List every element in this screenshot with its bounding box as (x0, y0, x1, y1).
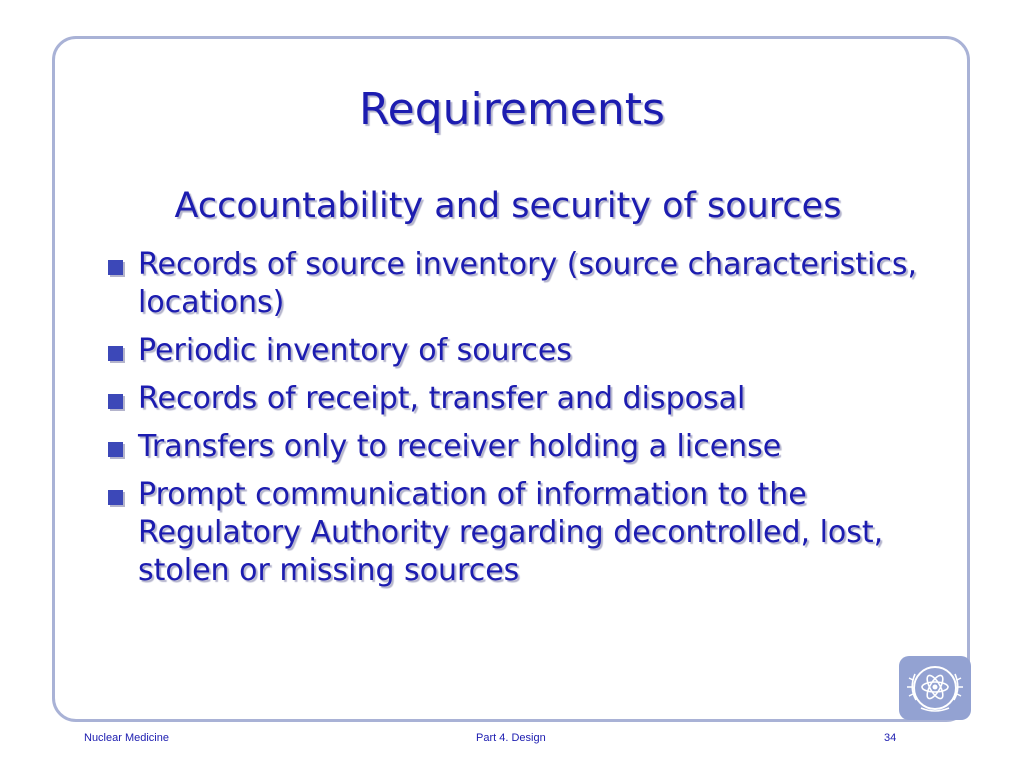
bullet-item (104, 332, 924, 370)
atom-laurel-emblem-icon (899, 656, 971, 720)
bullet-square-icon (108, 346, 123, 361)
bullet-list (104, 246, 924, 600)
bullet-text: Records of receipt, transfer and disposal (138, 381, 746, 416)
bullet-square-icon (108, 442, 123, 457)
footer-course-label: Nuclear Medicine (84, 732, 169, 744)
bullet-square-icon (108, 490, 123, 505)
bullet-text: Records of source inventory (source characteristics, locations) (138, 247, 917, 320)
footer-page-number: 34 (884, 732, 897, 744)
bullet-text: Transfers only to receiver holding a license (138, 429, 782, 464)
bullet-square-icon (108, 260, 123, 275)
bullet-item (104, 246, 924, 322)
bullet-item (104, 380, 924, 418)
bullet-text: Periodic inventory of sources (138, 333, 572, 368)
footer-section-label: Part 4. Design (476, 732, 546, 744)
bullet-square-icon (108, 394, 123, 409)
slide-subtitle: Accountability and security of sources (174, 186, 842, 226)
bullet-item (104, 476, 924, 590)
slide-title: Requirements (359, 84, 665, 135)
bullet-text: Prompt communication of information to the Regulatory Authority regarding decontrolled, lost, stolen or missing sources (138, 477, 884, 588)
bullet-item (104, 428, 924, 466)
